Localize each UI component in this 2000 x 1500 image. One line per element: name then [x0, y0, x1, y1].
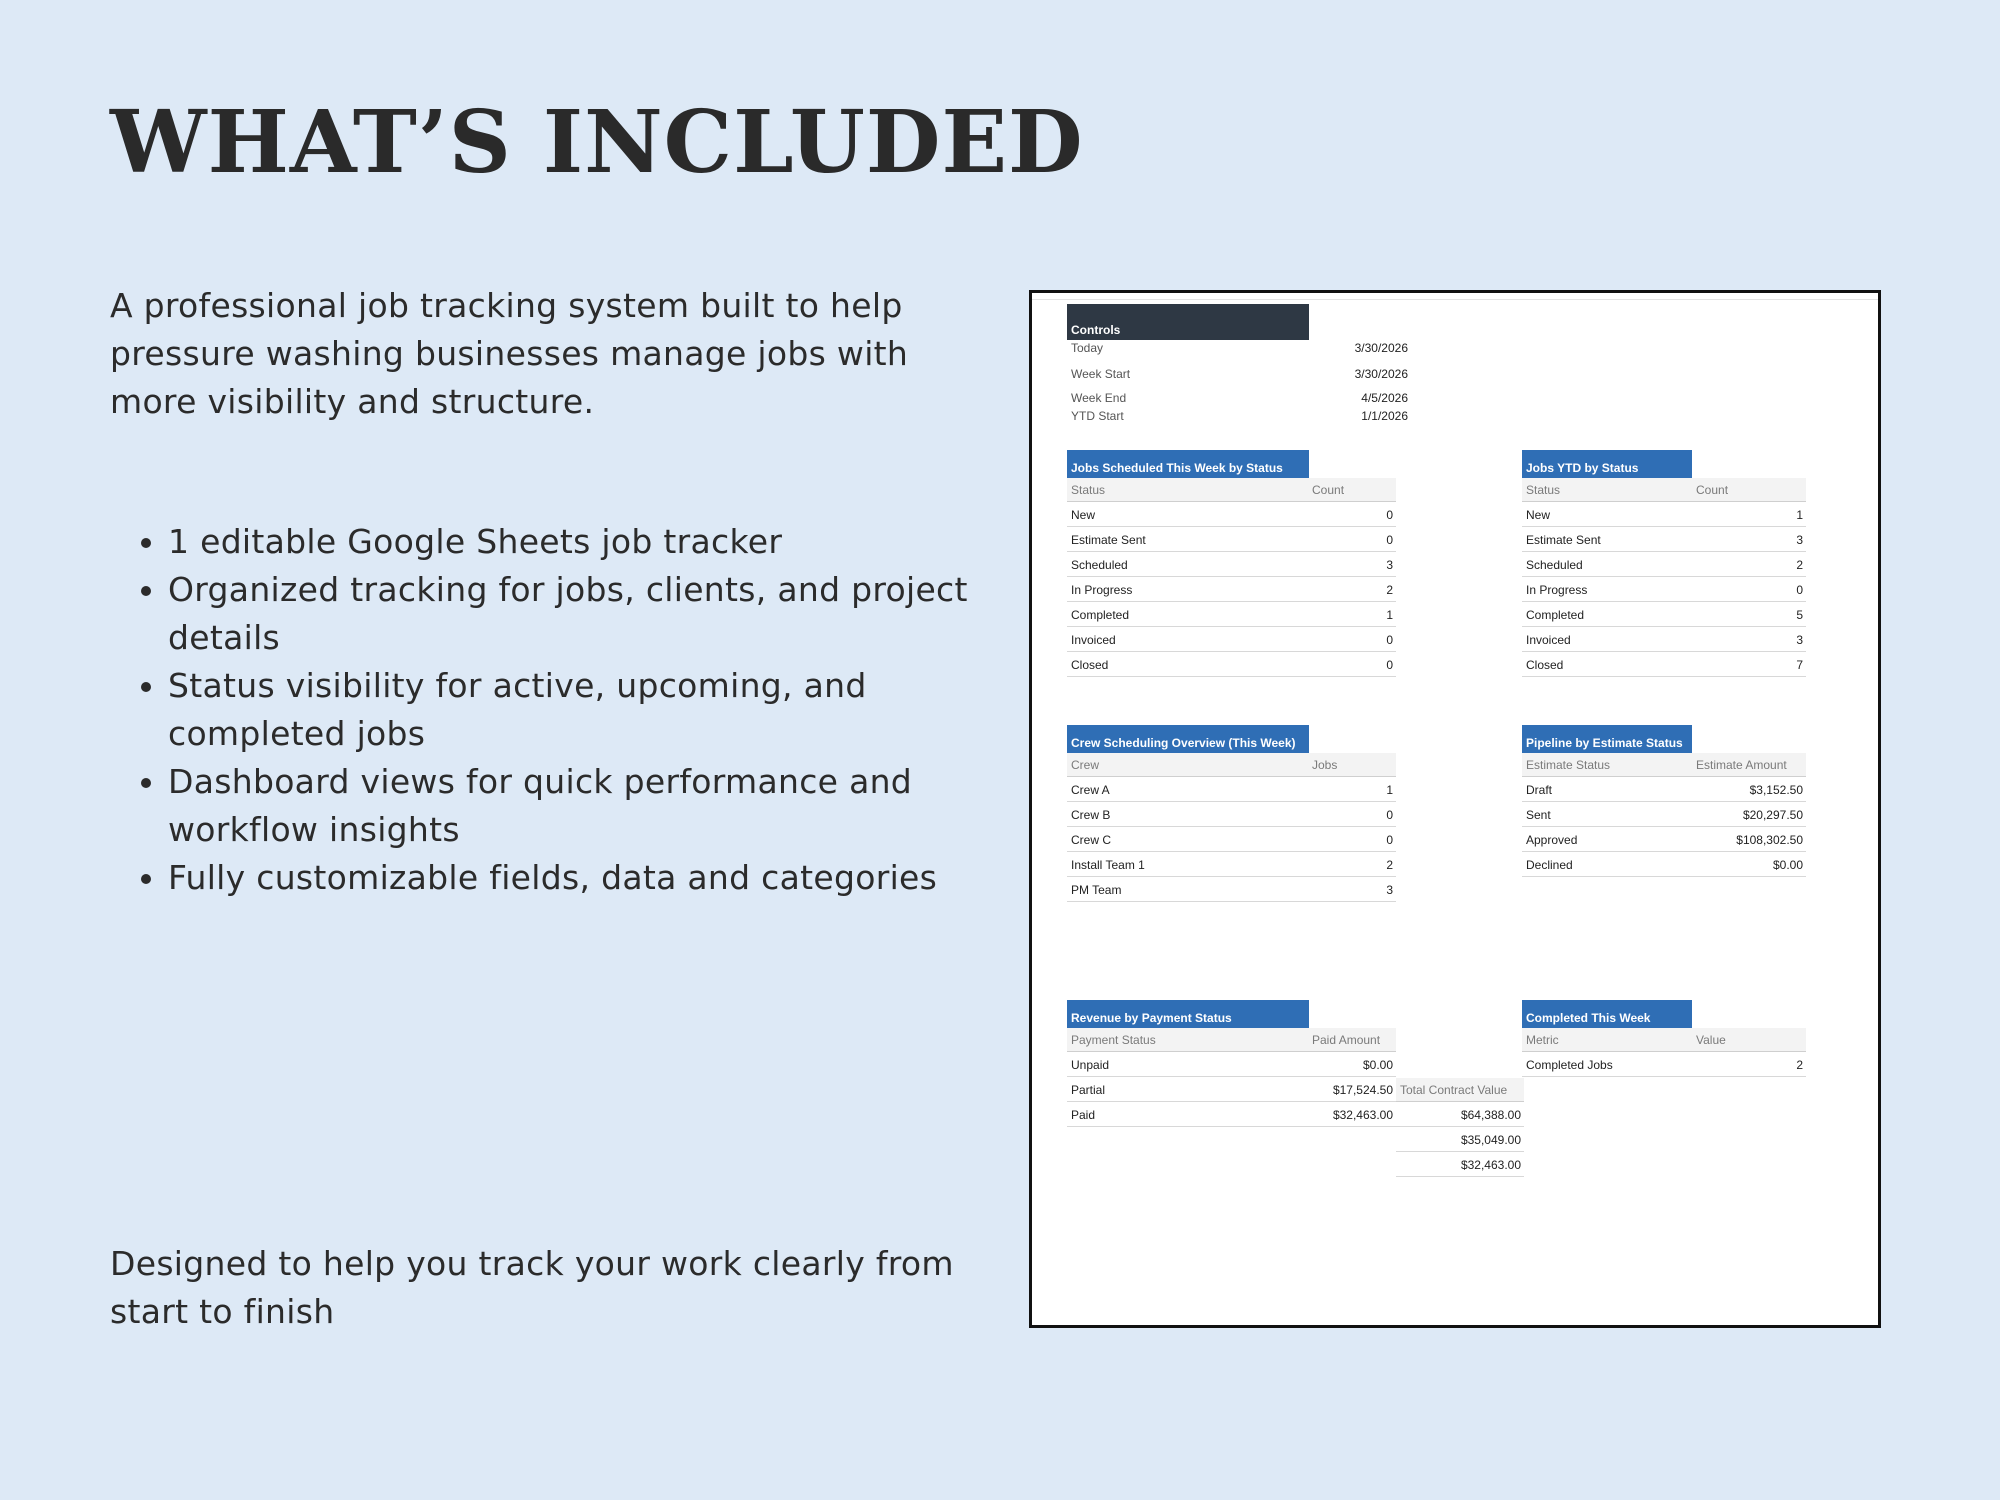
page-title: WHAT’S INCLUDED	[110, 92, 1084, 193]
row-value: 0	[1386, 508, 1393, 522]
intro-paragraph: A professional job tracking system built to help pressure washing businesses manage jobs with more visibility and structure.	[110, 286, 909, 421]
column-label: Estimate Amount	[1696, 758, 1787, 772]
feature-item: • Fully customizable fields, data and categories	[168, 854, 1048, 902]
controls-header: Controls	[1067, 304, 1309, 340]
jobs-ytd-column-header	[1522, 478, 1806, 502]
table-row	[1522, 828, 1806, 852]
table-row	[1522, 578, 1806, 602]
row-value: 1	[1796, 508, 1803, 522]
column-label: Estimate Status	[1526, 758, 1611, 772]
total-contract-value-header: Total Contract Value	[1396, 1078, 1524, 1102]
feature-list	[110, 518, 1048, 902]
column-label: Payment Status	[1071, 1033, 1156, 1047]
row-value: 3	[1796, 533, 1803, 547]
row-label: Unpaid	[1071, 1058, 1110, 1072]
feature-item: • Status visibility for active, upcoming, and completed jobs	[168, 662, 1048, 758]
table-row	[1067, 828, 1396, 852]
column-label: Count	[1696, 483, 1729, 497]
row-label: Completed Jobs	[1526, 1058, 1613, 1072]
control-value-week-start: 3/30/2026	[1354, 367, 1408, 381]
feature-item: • Organized tracking for jobs, clients, and project details	[168, 566, 1048, 662]
row-value: $0.00	[1362, 1058, 1393, 1072]
column-label: Status	[1071, 483, 1106, 497]
row-label: In Progress	[1071, 583, 1133, 597]
total-contract-value-cell: $64,388.00	[1396, 1103, 1524, 1127]
row-label: Crew B	[1071, 808, 1111, 822]
row-value: 0	[1386, 833, 1393, 847]
row-label: Approved	[1526, 833, 1578, 847]
row-value: $3,152.50	[1749, 783, 1803, 797]
table-row	[1067, 1078, 1396, 1102]
row-label: Crew A	[1071, 783, 1110, 797]
row-label: Scheduled	[1071, 558, 1128, 572]
table-row	[1067, 628, 1396, 652]
row-label: Invoiced	[1526, 633, 1571, 647]
row-label: In Progress	[1526, 583, 1588, 597]
total-contract-value-cell: $35,049.00	[1396, 1128, 1524, 1152]
pipeline-column-header	[1522, 753, 1806, 777]
row-label: Crew C	[1071, 833, 1112, 847]
row-value: 0	[1386, 658, 1393, 672]
table-row	[1067, 653, 1396, 677]
revenue-header: Revenue by Payment Status	[1067, 1000, 1309, 1028]
control-label-week-end: Week End	[1071, 391, 1127, 405]
row-value: 3	[1386, 883, 1393, 897]
control-value-week-end: 4/5/2026	[1361, 391, 1408, 405]
row-label: Completed	[1071, 608, 1130, 622]
row-value: 2	[1796, 558, 1803, 572]
table-row	[1067, 853, 1396, 877]
table-row	[1067, 1103, 1396, 1127]
row-value: $32,463.00	[1332, 1108, 1393, 1122]
table-row	[1067, 528, 1396, 552]
column-label: Paid Amount	[1312, 1033, 1381, 1047]
jobs-week-header: Jobs Scheduled This Week by Status	[1067, 450, 1309, 478]
column-label: Crew	[1071, 758, 1100, 772]
table-row	[1067, 603, 1396, 627]
control-value-today: 3/30/2026	[1354, 341, 1408, 355]
crew-header: Crew Scheduling Overview (This Week)	[1067, 725, 1309, 753]
feature-item: • Dashboard views for quick performance and workflow insights	[168, 758, 1048, 854]
table-row	[1522, 853, 1806, 877]
table-row	[1067, 778, 1396, 802]
row-label: Invoiced	[1071, 633, 1116, 647]
row-value: 5	[1796, 608, 1803, 622]
control-label-today: Today	[1071, 341, 1104, 355]
closing-paragraph: Designed to help you track your work clearly from start to finish	[110, 1244, 954, 1331]
row-label: Partial	[1071, 1083, 1106, 1097]
row-label: New	[1071, 508, 1096, 522]
column-label: Status	[1526, 483, 1561, 497]
table-row	[1067, 578, 1396, 602]
table-row	[1522, 653, 1806, 677]
row-label: Sent	[1526, 808, 1551, 822]
jobs-ytd-header: Jobs YTD by Status	[1522, 450, 1692, 478]
column-label: Metric	[1526, 1033, 1559, 1047]
crew-column-header	[1067, 753, 1396, 777]
row-value: 1	[1386, 608, 1393, 622]
row-value: 2	[1796, 1058, 1803, 1072]
column-label: Jobs	[1312, 758, 1338, 772]
row-value: 2	[1386, 583, 1393, 597]
row-value: 2	[1386, 858, 1393, 872]
row-label: Install Team 1	[1071, 858, 1145, 872]
table-row	[1522, 503, 1806, 527]
control-value-ytd-start: 1/1/2026	[1361, 409, 1408, 423]
feature-item: • 1 editable Google Sheets job tracker	[168, 518, 1048, 566]
table-row	[1067, 803, 1396, 827]
table-row	[1522, 528, 1806, 552]
row-value: $17,524.50	[1332, 1083, 1393, 1097]
row-label: Estimate Sent	[1071, 533, 1146, 547]
jobs-week-column-header	[1067, 478, 1396, 502]
row-label: Paid	[1071, 1108, 1096, 1122]
table-row	[1067, 1053, 1396, 1077]
row-value: $108,302.50	[1736, 833, 1803, 847]
completed-column-header	[1522, 1028, 1806, 1052]
row-value: $0.00	[1772, 858, 1803, 872]
row-label: Draft	[1526, 783, 1553, 797]
sheet-gridline	[1032, 299, 1878, 300]
table-row	[1522, 553, 1806, 577]
table-row	[1522, 1053, 1806, 1077]
revenue-column-header	[1067, 1028, 1396, 1052]
table-row	[1522, 803, 1806, 827]
row-value: 1	[1386, 783, 1393, 797]
control-label-ytd-start: YTD Start	[1071, 409, 1124, 423]
row-value: 0	[1386, 808, 1393, 822]
table-row	[1522, 628, 1806, 652]
row-value: $20,297.50	[1742, 808, 1803, 822]
row-label: Declined	[1526, 858, 1573, 872]
table-row	[1522, 603, 1806, 627]
pipeline-header: Pipeline by Estimate Status	[1522, 725, 1692, 753]
column-label: Value	[1696, 1033, 1726, 1047]
row-value: 0	[1386, 633, 1393, 647]
row-value: 7	[1796, 658, 1803, 672]
row-value: 0	[1796, 583, 1803, 597]
table-row	[1067, 878, 1396, 902]
row-label: New	[1526, 508, 1551, 522]
completed-header: Completed This Week	[1522, 1000, 1692, 1028]
row-value: 3	[1386, 558, 1393, 572]
table-row	[1522, 778, 1806, 802]
row-label: PM Team	[1071, 883, 1122, 897]
table-row	[1067, 553, 1396, 577]
spreadsheet-screenshot	[1029, 290, 1881, 1328]
row-label: Scheduled	[1526, 558, 1583, 572]
row-value: 0	[1386, 533, 1393, 547]
total-contract-value-cell: $32,463.00	[1396, 1153, 1524, 1177]
row-label: Completed	[1526, 608, 1585, 622]
row-value: 3	[1796, 633, 1803, 647]
row-label: Estimate Sent	[1526, 533, 1601, 547]
control-label-week-start: Week Start	[1071, 367, 1131, 381]
row-label: Closed	[1526, 658, 1564, 672]
table-row	[1067, 503, 1396, 527]
column-label: Count	[1312, 483, 1345, 497]
row-label: Closed	[1071, 658, 1109, 672]
